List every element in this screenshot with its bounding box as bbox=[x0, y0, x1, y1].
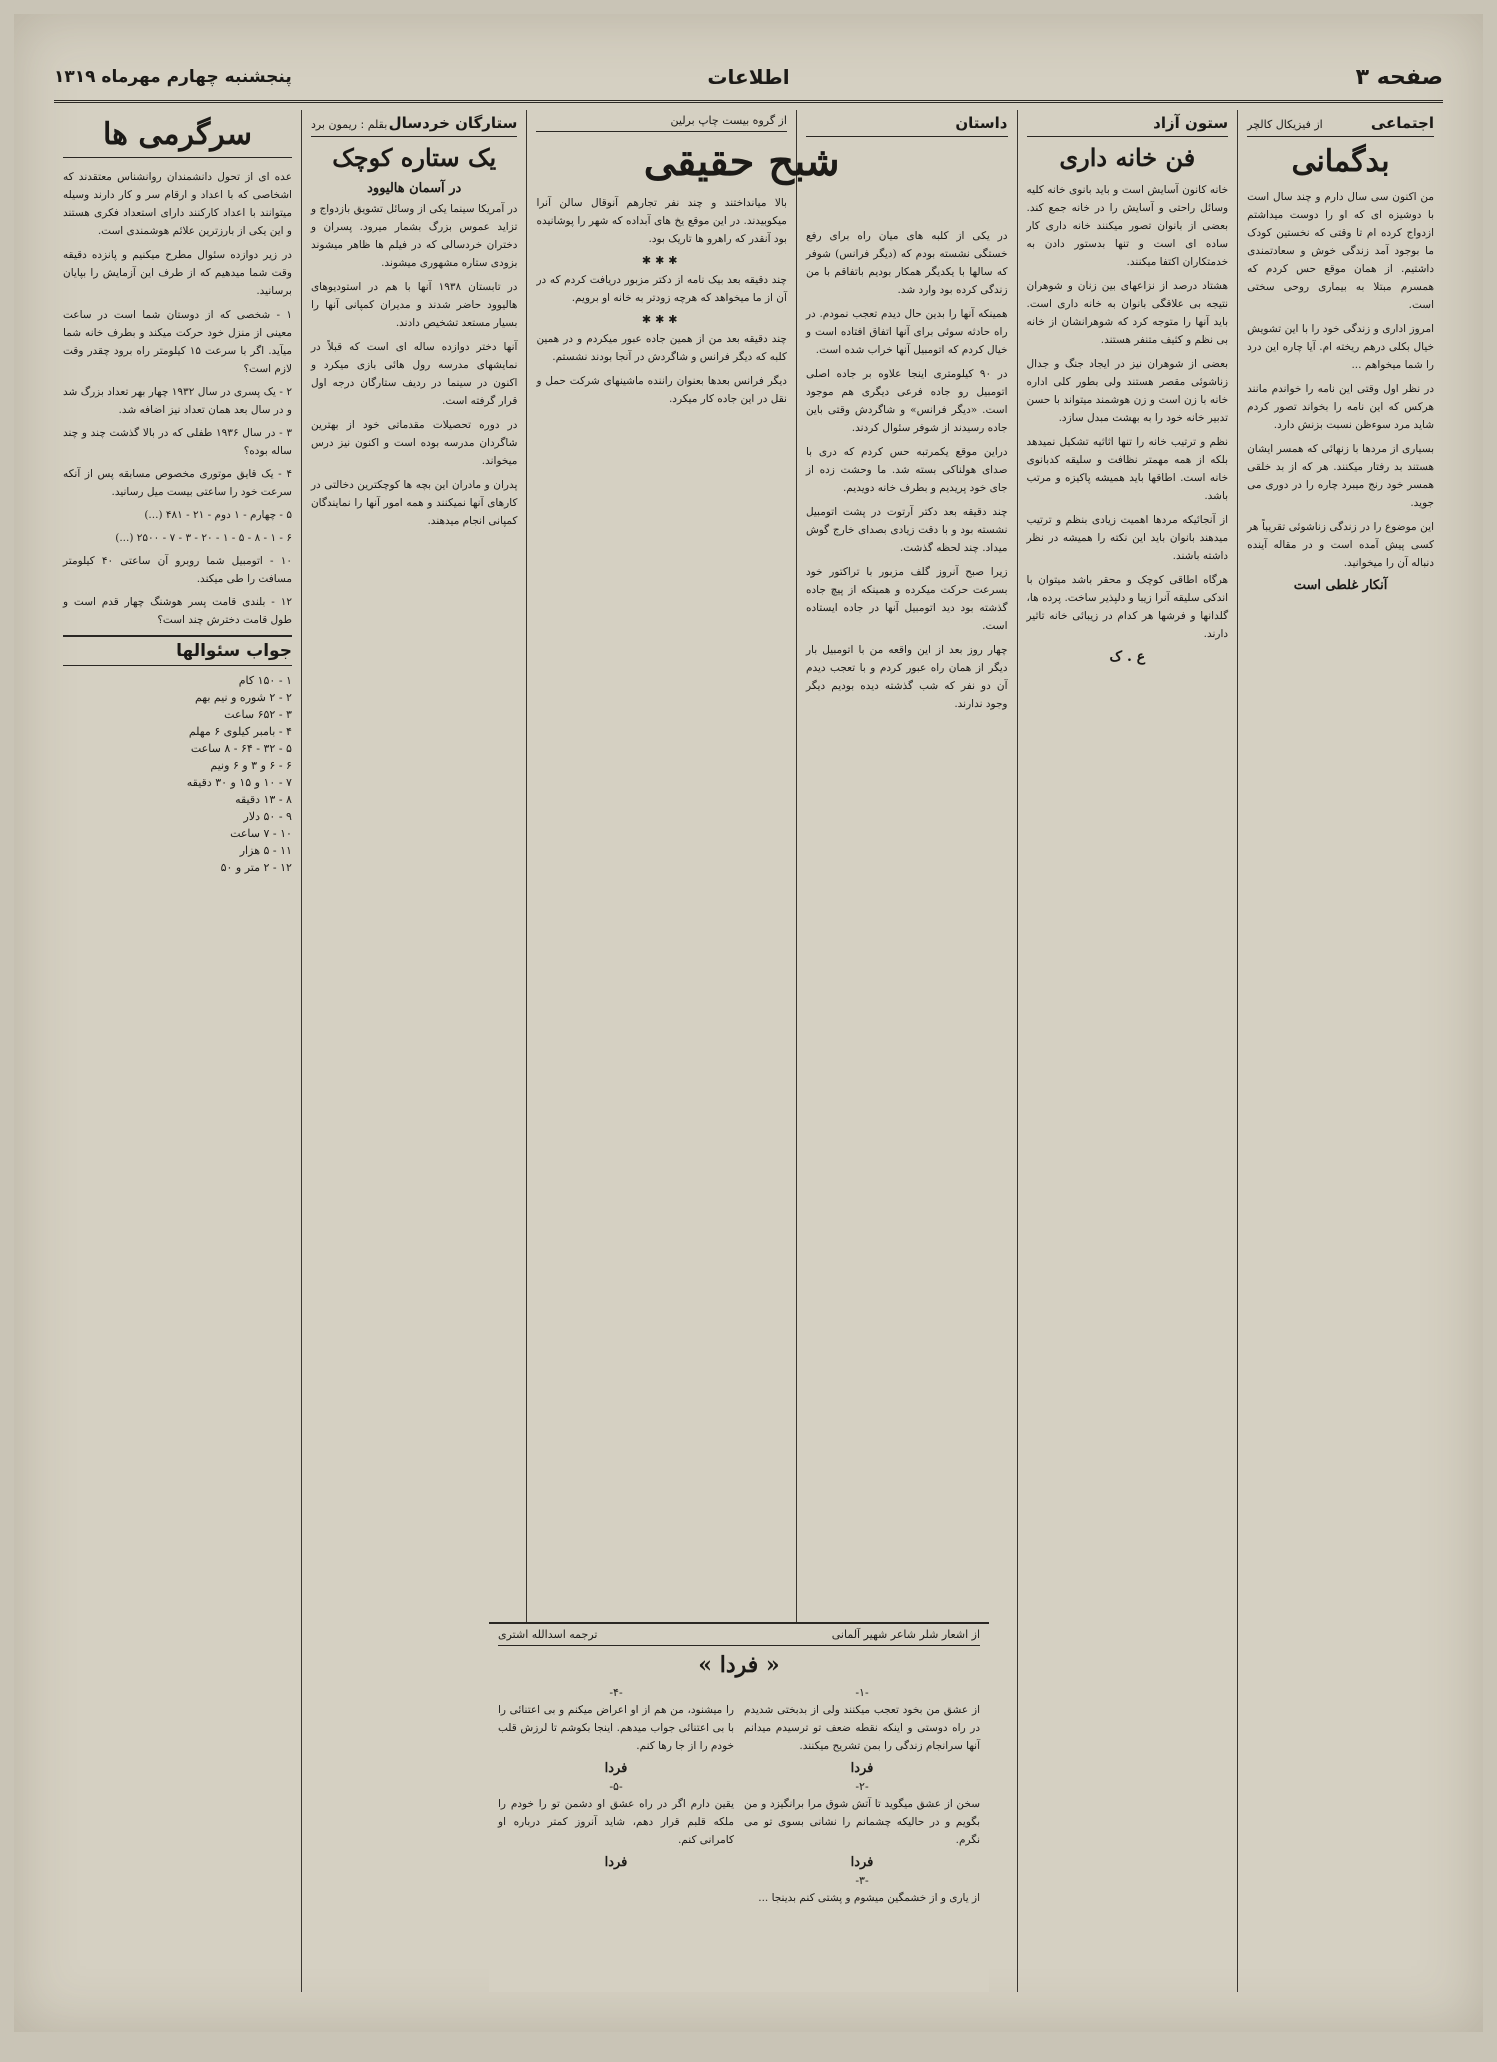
article-paragraph: خانه کانون آسایش است و باید بانوی خانه کلیه وسائل راحتی و آسایش را در خانه جمع کند. بعضی از بانوان تصور میکنند خانه داری کار ساده ای است و تنها بدستور دادن به خدمتکاران اکتفا میکنند. bbox=[1026, 184, 1229, 269]
column-kicker bbox=[536, 110, 787, 132]
masthead bbox=[54, 54, 1443, 103]
stanza-text: یقین دارم اگر در راه عشق او دشمن تو را خودم را ملکه قلبم قرار دهم، شاید آنروز کمتر درباره او کامرانی کنم. bbox=[498, 1798, 734, 1846]
article-paragraph: من اکنون سی سال دارم و چند سال است با دوشیزه ای که او را دوست میداشتم ازدواج کرده ام تا وقتی که نخستین کودک ما بوجود آمد زندگی خوش و سعادتمندی داشتیم. از همان موقع حس کردم که همسرم مبتلا به بیماری روحی سختی است. bbox=[1247, 191, 1434, 311]
issue-date: پنجشنبه چهارم مهرماه ۱۳۱۹ bbox=[54, 67, 292, 87]
author-signature: ع . ک bbox=[1109, 649, 1146, 666]
article-headline: بدگمانی bbox=[1291, 144, 1390, 179]
article-paragraph: در تابستان ۱۹۳۸ آنها با هم در استودیوهای هالیوود حاضر شدند و مدیران کمپانی آنها را بسیار مستعد تشخیص دادند. bbox=[310, 281, 518, 330]
kicker-label: ستون آزاد bbox=[1153, 114, 1229, 132]
quiz-question: ۱ - شخصی که از دوستان شما است در ساعت معینی از منزل خود حرکت میکند و بطرف خانه شما میآید. اگر با سرعت ۱۵ کیلومتر راه برود چقدر وقت لازم است؟ bbox=[63, 309, 292, 375]
newspaper-name: اطلاعات bbox=[707, 65, 790, 89]
poem-source: از اشعار شلر شاعر شهیر آلمانی bbox=[831, 1628, 980, 1641]
answer-item: ۲ - ۲ شوره و نیم بهم bbox=[194, 691, 292, 704]
stanza-refrain: فردا bbox=[604, 1761, 628, 1776]
column-kicker bbox=[1247, 110, 1434, 137]
article-paragraph: چند دقیقه بعد بیک نامه از دکتر مزبور دریافت کردم که در آن از ما میخواهد که هرچه زودتر به خانه او برویم. bbox=[536, 274, 787, 304]
poem-box bbox=[489, 1622, 989, 1992]
article-paragraph: در آمریکا سینما یکی از وسائل تشویق بازدواج و تزاید عموس بزرگ بشمار میرود. پسران و دختران خردسالی که در فیلم ها ظاهر میشوند بزودی ستاره مشهوری میشوند. bbox=[310, 203, 518, 270]
kicker-label: ستارگان خردسال bbox=[388, 114, 518, 132]
column-kicker bbox=[1027, 110, 1229, 137]
answer-item: ۷ - ۱۰ و ۱۵ و ۳۰ دقیقه bbox=[186, 776, 292, 789]
article-paragraph: بعضی از شوهران نیز در ایجاد جنگ و جدال زناشوئی مقصر هستند ولی بطور کلی اداره خانه با زن است و زن هوشمند میتواند با حسن تدبیر خانه خود را به بهشت مبدل سازد. bbox=[1026, 358, 1229, 425]
poem-translator: ترجمه اسدالله اشتری bbox=[498, 1628, 598, 1641]
answer-item: ۶ - ۶ و ۳ و ۶ ونیم bbox=[210, 759, 292, 772]
quiz-question: ۵ - چهارم - ۱ دوم - ۲۱ - ۴۸۱ (...) bbox=[144, 509, 292, 521]
article-paragraph: دیگر فرانس بعدها بعنوان راننده ماشینهای شرکت حمل و نقل در این جاده کار میکرد. bbox=[536, 375, 787, 405]
quiz-question: ۱۰ - اتومبیل شما روبرو آن ساعتی ۴۰ کیلومتر مسافت را طی میکند. bbox=[63, 555, 292, 585]
stanza-number: -۳- bbox=[855, 1874, 869, 1887]
page-number: صفحه ۳ bbox=[1355, 64, 1443, 90]
stanza-refrain: فردا bbox=[850, 1855, 874, 1870]
answer-item: ۱۰ - ۷ ساعت bbox=[230, 827, 292, 840]
article-paragraph: چهار روز بعد از این واقعه من با اتومبیل بار دیگر از همان راه عبور کردم و با تعجب دیدم آن دو نفر که شب گذشته دیده بودیم دیگر وجود ندارند. bbox=[805, 644, 1008, 710]
article-subhead: یک ستاره کوچک bbox=[332, 143, 497, 172]
answer-item: ۸ - ۱۳ دقیقه bbox=[235, 793, 292, 806]
article-headline: در آسمان هالیوود bbox=[367, 181, 462, 197]
article-paragraph: چند دقیقه بعد من از همین جاده عبور میکردم و در همین کلبه که دیگر فرانس و شاگردش در آنجا بودند نشستم. bbox=[536, 333, 787, 363]
article-paragraph: آنها دختر دوازده ساله ای است که قبلاً در نمایشهای مدرسه رول هائی بازی میکرد و اکنون در سینما در ردیف ستارگان درجه اول قرار گرفته است. bbox=[310, 341, 518, 408]
newspaper-page bbox=[14, 14, 1483, 2032]
poem-columns bbox=[498, 1684, 980, 1913]
stanza-number: -۵- bbox=[609, 1780, 623, 1793]
article-footer: آنکار غلطی است bbox=[1293, 578, 1388, 593]
stanza-number: -۱- bbox=[855, 1686, 869, 1699]
article-paragraph: این موضوع را در زندگی زناشوئی تقریباً هر کسی پیش آمده است و در مقاله آینده دنباله آن را میخوانید. bbox=[1247, 521, 1434, 569]
answer-item: ۹ - ۵۰ دلار bbox=[243, 810, 292, 823]
article-paragraph: هرگاه اطاقی کوچک و محقر باشد میتوان با اندکی سلیقه آنرا زیبا و دلپذیر ساخت. پرده ها، گلدانها و فرشها هر کدام در زیبائی خانه تاثیر دارند. bbox=[1026, 574, 1229, 641]
answer-item: ۱۲ - ۲ متر و ۵۰ bbox=[220, 861, 292, 874]
quiz-question: ۳ - در سال ۱۹۳۶ طفلی که در بالا گذشت چند و چند ساله بوده؟ bbox=[63, 427, 292, 457]
kicker-source: از فیزیکال کالچر bbox=[1247, 118, 1323, 131]
article-paragraph: پدران و مادران این بچه ها کوچکترین دخالتی در کارهای آنها نمیکنند و همه امور آنها را نمایندگان کمپانی انجام میدهند. bbox=[310, 479, 518, 528]
article-paragraph: زیرا صبح آنروز گلف مزبور با تراکتور خود بسرعت حرکت میکرده و همینکه از پیچ جاده گذشته بود دید اتومبیل آنها در جاده ایستاده است. bbox=[805, 566, 1008, 632]
answer-item: ۴ - بامبر کیلوی ۶ مهلم bbox=[188, 725, 292, 738]
column-free bbox=[1017, 110, 1238, 1992]
quiz-question: ۱۲ - بلندی قامت پسر هوشنگ چهار قدم است و طول قامت دخترش چند است؟ bbox=[63, 596, 292, 626]
article-headline: فن خانه داری bbox=[1059, 143, 1196, 172]
story-headline: شبح حقیقی bbox=[643, 138, 840, 185]
quiz-question: ۶ - ۱ - ۸ - ۵ - ۱ - ۲۰ - ۳ - ۷ - ۲۵۰۰ (...) bbox=[115, 532, 292, 544]
stanza-text: از عشق من بخود تعجب میکنند ولی از بدبختی شدیدم در راه دوستی و اینکه نقطه ضعف تو ترسیدم میدانم آنها سرانجام زندگی را بمن تشریح میکنند. bbox=[744, 1704, 980, 1752]
answers-heading: جواب سئوالها bbox=[63, 635, 292, 666]
poem-credits bbox=[498, 1624, 980, 1646]
article-paragraph: در نظر اول وقتی این نامه را خواندم مانند هرکس که این نامه را بخواند تصور کردم شاید مرد سوءظن نسبت بزنش دارد. bbox=[1247, 383, 1434, 431]
article-paragraph: همینکه آنها را بدین حال دیدم تعجب نمودم. در راه حادثه سوئی برای آنها اتفاق افتاده است و خیال کردم که اتومبیل آنها خراب شده است. bbox=[805, 308, 1008, 356]
section-break: ✱✱✱ bbox=[641, 254, 682, 267]
stanza-refrain: فردا bbox=[604, 1855, 628, 1870]
poem-column bbox=[744, 1684, 980, 1913]
stanza-text: سخن از عشق میگوید تا آتش شوق مرا برانگیزد و من بگویم و در حالیکه چشمانم را نشانی بسوی تو می نگرم. bbox=[744, 1798, 980, 1846]
stanza-text: از یاری و از خشمگین میشوم و پشتی کنم بدینجا ... bbox=[758, 1892, 980, 1904]
column-puzzles bbox=[54, 110, 301, 1992]
column-social bbox=[1237, 110, 1443, 1992]
stanza-refrain: فردا bbox=[850, 1761, 874, 1776]
answer-item: ۱ - ۱۵۰ کام bbox=[238, 674, 292, 687]
article-paragraph: بالا میانداختند و چند نفر تجارهم آنوقال سالن آنرا میکوبیدند. در این موقع یخ های آبداده كه شهر را پوشانیده بود آنقدر که راهرو ها تاریک بود. bbox=[536, 197, 787, 245]
column-kicker bbox=[311, 110, 517, 137]
article-paragraph: از آنجائیکه مردها اهمیت زیادی بنظم و ترتیب میدهند بانوان باید این نکته را همیشه در نظر داشته باشند. bbox=[1026, 514, 1229, 563]
article-paragraph: در زیر دوازده سئوال مطرح میکنیم و پانزده دقیقه وقت شما میدهیم که از طرف این آزمایش را بپایان برسانید. bbox=[63, 249, 292, 297]
article-paragraph: دراین موقع یکمرتبه حس کردم که دری با صدای هولناکی بسته شد. ما وحشت زده از جای خود پریدیم و بطرف خانه دویدیم. bbox=[805, 446, 1008, 494]
stanza-number: -۲- bbox=[855, 1780, 869, 1793]
article-paragraph: امروز اداری و زندگی خود را با این تشویش خیال بکلی درهم ریخته ام. آیا چاره این درد را شما میخواهم ... bbox=[1247, 323, 1434, 371]
stanza-number: -۴- bbox=[609, 1686, 623, 1699]
answer-item: ۱۱ - ۵ هزار bbox=[239, 844, 292, 857]
kicker-author: بقلم : ریمون برد bbox=[310, 118, 388, 131]
article-paragraph: در ۹۰ کیلومتری اینجا علاوه بر جاده اصلی اتومبیل رو جاده فرعی دیگری هم موجود است. «دیگر فرانس» و شاگردش وقتی باین جاده رسیدند از شوفر سئوال کردند. bbox=[805, 368, 1008, 434]
article-headline: سرگرمی ها bbox=[63, 118, 292, 158]
kicker-label: داستان bbox=[955, 114, 1008, 132]
poem-column bbox=[498, 1684, 734, 1913]
kicker-label: اجتماعی bbox=[1370, 114, 1434, 132]
poem-title: « فردا » bbox=[698, 1652, 780, 1678]
article-paragraph: نظم و ترتیب خانه را تنها اثاثیه تشکیل نمیدهد بلکه از همه مهمتر نظافت و سلیقه کدبانوی خانه است. اطاقها باید همیشه پاکیزه و مرتب باشد. bbox=[1026, 436, 1229, 503]
article-paragraph: بسیاری از مردها با زنهائی که همسر ایشان هستند بد رفتار میکنند. هر که از بد خلقی همسر خود رنج میبرد چاره را در دوری می جوید. bbox=[1247, 443, 1434, 509]
answers-list bbox=[63, 672, 292, 876]
quiz-question: ۴ - یک قایق موتوری مخصوص مسابقه پس از آنکه سرعت خود را ساعتی بیست میل رسانید. bbox=[63, 468, 292, 498]
article-paragraph: هشتاد درصد از نزاعهای بین زنان و شوهران نتیجه بی علاقگی بانوان به خانه داری است. باید آنها را متوجه کرد که شوهرانشان از خانه بی نظم و کثیف متنفر هستند. bbox=[1026, 280, 1229, 347]
stanza-text: را میشنود، من هم از او اعراض میکنم و بی اعتنائی را با بی اعتنائی جواب میدهم. اینجا بکوشم تا لرزش قلب خودم را از جا رها کنم. bbox=[498, 1704, 734, 1752]
article-paragraph: در دوره تحصیلات مقدماتی خود از بهترین شاگردان مدرسه بوده است و اکنون نیز درس میخواند. bbox=[310, 419, 518, 468]
answer-item: ۵ - ۳۲ - ۶۴ - ۸ ساعت bbox=[190, 742, 292, 755]
article-paragraph: چند دقیقه بعد دکتر آرتوت در پشت اتومبیل نشسته بود و با دقت زیادی بصدای خارج گوش میداد. چند لحظه گذشت. bbox=[805, 506, 1008, 554]
column-kicker bbox=[806, 110, 1008, 137]
kicker-source: از گروه بیست چاپ برلین bbox=[670, 114, 787, 127]
answer-item: ۳ - ۶۵۲ ساعت bbox=[224, 708, 292, 721]
article-paragraph: عده ای از تحول دانشمندان روانشناس معتقدند که اشخاصی که با اعداد و ارقام سر و کار دارند وسیله میتوانند با اعداد کارکنند دارای استعداد فکری هستند و این یکی از بارزترین علائم هوشمندی است. bbox=[63, 171, 292, 237]
article-paragraph: در یکی از کلبه های میان راه برای رفع خستگی نشسته بودم که (دیگر فرانس) شوفر که سالها با یکدیگر همکار بودیم باتفاقم با من زندگی کرده بود وارد شد. bbox=[805, 230, 1008, 296]
quiz-question: ۲ - یک پسری در سال ۱۹۳۲ چهار بهر تعداد بزرگ شد و در سال بعد همان تعداد نیز اضافه شد. bbox=[63, 386, 292, 416]
section-break: ✱✱✱ bbox=[641, 313, 682, 326]
